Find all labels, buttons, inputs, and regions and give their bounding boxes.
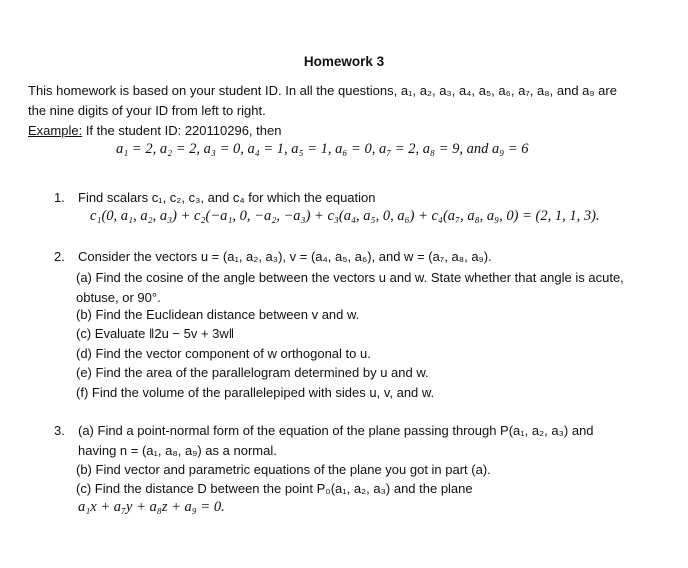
- q1-line-1: Find scalars c₁, c₂, c₃, and c₄ for which the equation: [78, 190, 376, 205]
- q2-part-a-line-2: obtuse, or 90°.: [76, 290, 161, 305]
- q3-part-c: (c) Find the distance D between the point P₀(a₁, a₂, a₃) and the plane: [76, 481, 473, 496]
- page-title: Homework 3: [303, 54, 385, 69]
- intro-line-2: the nine digits of your ID from left to right.: [28, 103, 266, 118]
- example-label: Example:: [28, 123, 83, 138]
- q2-part-a-line-1: (a) Find the cosine of the angle between the vectors u and w. State whether that angle is acute,: [76, 270, 624, 285]
- q2-part-f: (f) Find the volume of the parallelepiped with sides u, v, and w.: [76, 385, 435, 400]
- q3-number: 3.: [54, 423, 65, 438]
- q3-part-a-line-1: (a) Find a point-normal form of the equation of the plane passing through P(a₁, a₂, a₃) and: [78, 423, 594, 438]
- q2-part-d: (d) Find the vector component of w orthogonal to u.: [76, 346, 371, 361]
- q2-number: 2.: [54, 249, 65, 264]
- example-line: [28, 121, 281, 140]
- q1-number: 1.: [54, 190, 65, 205]
- intro-line-1: This homework is based on your student ID. In all the questions, a₁, a₂, a₃, a₄, a₅, a₆, a₇, a₈, and a₉ are: [28, 83, 617, 98]
- q2-part-b: (b) Find the Euclidean distance between v and w.: [76, 307, 360, 322]
- example-equation: a₁ = 2, a₂ = 2, a₃ = 0, a₄ = 1, a₅ = 1, a₆ = 0, a₇ = 2, a₈ = 9, and a₉ = 6: [116, 141, 529, 157]
- q2-line-1: Consider the vectors u = (a₁, a₂, a₃), v = (a₄, a₅, a₆), and w = (a₇, a₈, a₉).: [78, 249, 492, 264]
- q1-equation: c₁(0, a₁, a₂, a₃) + c₂(−a₁, 0, −a₂, −a₃) + c₃(a₄, a₅, 0, a₆) + c₄(a₇, a₈, a₉, 0) = (2, 1, 1, 3).: [90, 208, 600, 224]
- example-text: If the student ID: 220110296, then: [82, 123, 282, 138]
- q2-part-e: (e) Find the area of the parallelogram determined by u and w.: [76, 365, 429, 380]
- q3-part-b: (b) Find vector and parametric equations of the plane you got in part (a).: [76, 462, 491, 477]
- q3-part-a-line-2: having n = (a₁, a₈, a₉) as a normal.: [78, 443, 277, 458]
- q2-part-c: (c) Evaluate ‖2u − 5v + 3w‖: [76, 326, 235, 341]
- q3-plane-equation: a₁x + a₇y + a₈z + a₉ = 0.: [78, 499, 225, 515]
